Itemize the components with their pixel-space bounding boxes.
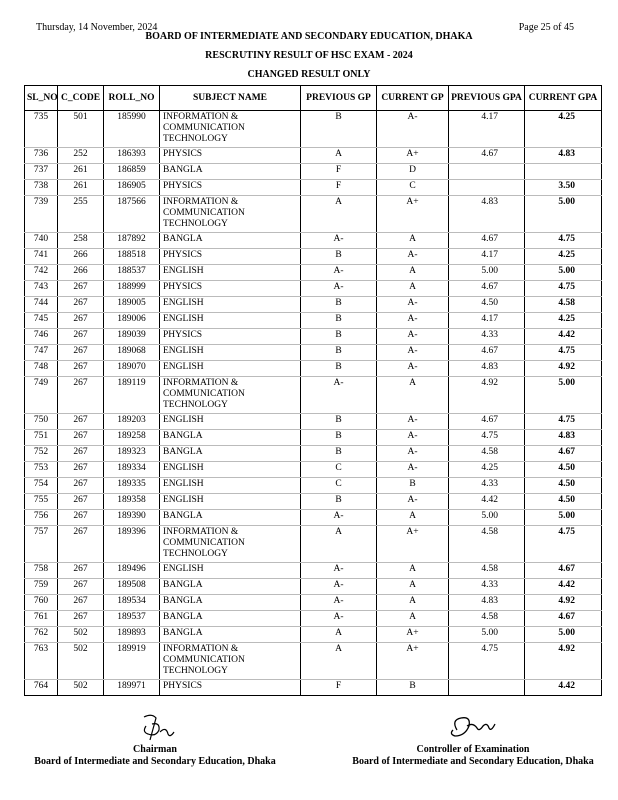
table-row [25,377,602,414]
table-row [25,494,602,510]
roll-no-cell: 189893 [104,627,160,643]
college-code-cell: 267 [58,345,104,361]
previous-gpa-cell: 4.17 [449,313,525,329]
previous-gp-cell: A [301,148,377,164]
current-gpa-cell: 4.92 [525,643,602,680]
table-row [25,111,602,148]
sl-no-cell: 736 [25,148,58,164]
current-gp-cell: B [377,680,449,696]
college-code-cell: 267 [58,361,104,377]
current-gp-cell: A- [377,430,449,446]
current-gp-cell: A- [377,345,449,361]
college-code-cell: 258 [58,233,104,249]
current-gp-cell: A+ [377,148,449,164]
table-row [25,680,602,696]
current-gpa-cell: 4.25 [525,249,602,265]
results-table-wrapper [24,85,601,696]
previous-gpa-cell: 4.58 [449,611,525,627]
college-code-cell: 266 [58,265,104,281]
roll-no-cell: 188999 [104,281,160,297]
roll-no-cell: 189919 [104,643,160,680]
roll-no-cell: 189396 [104,526,160,563]
column-header: C_CODE [58,86,104,111]
subject-name-cell: ENGLISH [160,313,301,329]
college-code-cell: 267 [58,526,104,563]
previous-gpa-cell: 4.67 [449,233,525,249]
previous-gpa-cell: 4.67 [449,414,525,430]
sl-no-cell: 735 [25,111,58,148]
roll-no-cell: 188518 [104,249,160,265]
current-gp-cell: A- [377,249,449,265]
subject-name-cell: INFORMATION & COMMUNICATION TECHNOLOGY [160,111,301,148]
previous-gp-cell: A [301,627,377,643]
college-code-cell: 266 [58,249,104,265]
sl-no-cell: 742 [25,265,58,281]
sl-no-cell: 750 [25,414,58,430]
column-header: PREVIOUS GP [301,86,377,111]
current-gpa-cell: 5.00 [525,510,602,526]
current-gp-cell: A [377,281,449,297]
table-row [25,265,602,281]
table-row [25,233,602,249]
table-row [25,148,602,164]
sl-no-cell: 759 [25,579,58,595]
previous-gp-cell: F [301,680,377,696]
subject-name-cell: PHYSICS [160,329,301,345]
current-gpa-cell: 4.67 [525,611,602,627]
roll-no-cell: 187892 [104,233,160,249]
sl-no-cell: 746 [25,329,58,345]
subject-name-cell: BANGLA [160,611,301,627]
board-title: BOARD OF INTERMEDIATE AND SECONDARY EDUCATION, DHAKA [145,31,473,42]
current-gpa-cell: 4.50 [525,494,602,510]
current-gpa-cell: 4.42 [525,329,602,345]
exam-subtitle: RESCRUTINY RESULT OF HSC EXAM - 2024 [205,50,413,61]
table-row [25,526,602,563]
current-gpa-cell: 4.75 [525,345,602,361]
current-gp-cell: A+ [377,196,449,233]
current-gpa-cell: 4.50 [525,478,602,494]
controller-title: Controller of Examination [416,744,530,755]
sl-no-cell: 758 [25,563,58,579]
subject-name-cell: BANGLA [160,233,301,249]
previous-gpa-cell: 4.83 [449,595,525,611]
previous-gp-cell: B [301,414,377,430]
previous-gp-cell: A- [301,265,377,281]
previous-gp-cell: B [301,329,377,345]
previous-gpa-cell: 4.92 [449,377,525,414]
previous-gpa-cell: 4.58 [449,526,525,563]
roll-no-cell: 189334 [104,462,160,478]
subject-name-cell: PHYSICS [160,148,301,164]
current-gpa-cell: 4.58 [525,297,602,313]
previous-gp-cell: B [301,313,377,329]
college-code-cell: 267 [58,611,104,627]
previous-gpa-cell: 5.00 [449,510,525,526]
previous-gpa-cell: 4.42 [449,494,525,510]
previous-gpa-cell [449,680,525,696]
college-code-cell: 267 [58,329,104,345]
current-gp-cell: A+ [377,643,449,680]
chairman-organization: Board of Intermediate and Secondary Education, Dhaka [34,756,276,767]
current-gpa-cell: 4.75 [525,526,602,563]
previous-gp-cell: A [301,643,377,680]
sl-no-cell: 747 [25,345,58,361]
subject-name-cell: INFORMATION & COMMUNICATION TECHNOLOGY [160,196,301,233]
current-gpa-cell: 3.50 [525,180,602,196]
roll-no-cell: 189005 [104,297,160,313]
column-header: SUBJECT NAME [160,86,301,111]
college-code-cell: 267 [58,462,104,478]
previous-gpa-cell: 4.33 [449,478,525,494]
table-row [25,563,602,579]
roll-no-cell: 185990 [104,111,160,148]
roll-no-cell: 188537 [104,265,160,281]
current-gp-cell: A [377,377,449,414]
sl-no-cell: 763 [25,643,58,680]
table-body [25,111,602,696]
current-gpa-cell: 4.92 [525,595,602,611]
current-gpa-cell: 4.75 [525,233,602,249]
page-number: Page 25 of 45 [518,22,574,33]
table-row [25,579,602,595]
table-row [25,361,602,377]
table-row [25,297,602,313]
sl-no-cell: 757 [25,526,58,563]
college-code-cell: 267 [58,595,104,611]
previous-gp-cell: A- [301,377,377,414]
sl-no-cell: 748 [25,361,58,377]
previous-gp-cell: B [301,430,377,446]
sl-no-cell: 743 [25,281,58,297]
current-gpa-cell: 5.00 [525,377,602,414]
table-row [25,180,602,196]
college-code-cell: 267 [58,281,104,297]
chairman-title: Chairman [133,744,177,755]
current-gp-cell: A [377,595,449,611]
current-gp-cell: A- [377,329,449,345]
sl-no-cell: 749 [25,377,58,414]
roll-no-cell: 189039 [104,329,160,345]
current-gp-cell: A- [377,313,449,329]
sl-no-cell: 751 [25,430,58,446]
roll-no-cell: 189323 [104,446,160,462]
sl-no-cell: 756 [25,510,58,526]
previous-gp-cell: F [301,164,377,180]
current-gp-cell: A+ [377,526,449,563]
previous-gp-cell: A- [301,611,377,627]
previous-gp-cell: B [301,111,377,148]
college-code-cell: 261 [58,180,104,196]
subject-name-cell: PHYSICS [160,281,301,297]
college-code-cell: 267 [58,414,104,430]
sl-no-cell: 739 [25,196,58,233]
previous-gp-cell: B [301,345,377,361]
previous-gpa-cell [449,180,525,196]
college-code-cell: 252 [58,148,104,164]
table-row [25,164,602,180]
roll-no-cell: 189068 [104,345,160,361]
roll-no-cell: 189070 [104,361,160,377]
table-row [25,446,602,462]
table-row [25,345,602,361]
previous-gp-cell: A- [301,510,377,526]
previous-gp-cell: B [301,249,377,265]
subject-name-cell: INFORMATION & COMMUNICATION TECHNOLOGY [160,377,301,414]
college-code-cell: 267 [58,579,104,595]
controller-signature-block [338,712,608,767]
previous-gp-cell: A- [301,233,377,249]
subject-name-cell: ENGLISH [160,345,301,361]
current-gpa-cell: 4.42 [525,579,602,595]
previous-gp-cell: A [301,526,377,563]
current-gp-cell: A- [377,462,449,478]
subject-name-cell: PHYSICS [160,180,301,196]
college-code-cell: 502 [58,627,104,643]
roll-no-cell: 189006 [104,313,160,329]
print-date: Thursday, 14 November, 2024 [36,22,158,33]
subject-name-cell: ENGLISH [160,265,301,281]
previous-gpa-cell: 4.33 [449,329,525,345]
college-code-cell: 267 [58,313,104,329]
roll-no-cell: 189335 [104,478,160,494]
sl-no-cell: 737 [25,164,58,180]
current-gpa-cell: 4.67 [525,563,602,579]
current-gp-cell: A+ [377,627,449,643]
current-gp-cell: A- [377,494,449,510]
results-table [24,85,602,696]
previous-gpa-cell: 4.75 [449,430,525,446]
current-gp-cell: A [377,265,449,281]
previous-gpa-cell: 4.67 [449,281,525,297]
table-row [25,510,602,526]
subject-name-cell: PHYSICS [160,680,301,696]
controller-organization: Board of Intermediate and Secondary Education, Dhaka [352,756,594,767]
roll-no-cell: 189358 [104,494,160,510]
previous-gp-cell: B [301,297,377,313]
sl-no-cell: 740 [25,233,58,249]
subject-name-cell: ENGLISH [160,361,301,377]
subject-name-cell: BANGLA [160,510,301,526]
current-gpa-cell: 5.00 [525,196,602,233]
current-gpa-cell [525,164,602,180]
previous-gp-cell: A- [301,563,377,579]
roll-no-cell: 189534 [104,595,160,611]
college-code-cell: 502 [58,643,104,680]
previous-gpa-cell: 4.58 [449,563,525,579]
current-gp-cell: A [377,611,449,627]
subject-name-cell: BANGLA [160,627,301,643]
table-row [25,329,602,345]
sl-no-cell: 755 [25,494,58,510]
previous-gpa-cell: 4.75 [449,643,525,680]
table-row [25,430,602,446]
previous-gpa-cell: 5.00 [449,265,525,281]
current-gp-cell: A- [377,446,449,462]
roll-no-cell: 189258 [104,430,160,446]
current-gp-cell: A- [377,361,449,377]
sl-no-cell: 744 [25,297,58,313]
subject-name-cell: BANGLA [160,595,301,611]
current-gp-cell: D [377,164,449,180]
previous-gp-cell: A- [301,579,377,595]
current-gpa-cell: 4.25 [525,313,602,329]
college-code-cell: 267 [58,478,104,494]
table-row [25,196,602,233]
current-gp-cell: A- [377,414,449,430]
subject-name-cell: ENGLISH [160,494,301,510]
chairman-signature-image [130,712,180,742]
column-header: SL_NO [25,86,58,111]
column-header: CURRENT GPA [525,86,602,111]
table-row [25,414,602,430]
table-row [25,611,602,627]
previous-gp-cell: F [301,180,377,196]
column-header: ROLL_NO [104,86,160,111]
table-row [25,595,602,611]
previous-gpa-cell [449,164,525,180]
current-gp-cell: A [377,563,449,579]
sl-no-cell: 753 [25,462,58,478]
roll-no-cell: 189537 [104,611,160,627]
roll-no-cell: 189390 [104,510,160,526]
college-code-cell: 267 [58,430,104,446]
previous-gp-cell: C [301,462,377,478]
current-gpa-cell: 4.83 [525,430,602,446]
previous-gpa-cell: 4.33 [449,579,525,595]
current-gpa-cell: 4.25 [525,111,602,148]
college-code-cell: 267 [58,297,104,313]
subject-name-cell: ENGLISH [160,563,301,579]
sl-no-cell: 745 [25,313,58,329]
current-gpa-cell: 4.75 [525,414,602,430]
table-header-row [25,86,602,111]
college-code-cell: 261 [58,164,104,180]
roll-no-cell: 189508 [104,579,160,595]
current-gpa-cell: 5.00 [525,265,602,281]
column-header: PREVIOUS GPA [449,86,525,111]
previous-gpa-cell: 5.00 [449,627,525,643]
college-code-cell: 267 [58,563,104,579]
subject-name-cell: INFORMATION & COMMUNICATION TECHNOLOGY [160,526,301,563]
previous-gp-cell: A [301,196,377,233]
previous-gpa-cell: 4.17 [449,111,525,148]
current-gp-cell: A [377,579,449,595]
roll-no-cell: 186905 [104,180,160,196]
previous-gpa-cell: 4.50 [449,297,525,313]
college-code-cell: 255 [58,196,104,233]
sl-no-cell: 754 [25,478,58,494]
previous-gpa-cell: 4.67 [449,345,525,361]
roll-no-cell: 189203 [104,414,160,430]
previous-gp-cell: B [301,494,377,510]
table-row [25,643,602,680]
sl-no-cell: 760 [25,595,58,611]
current-gpa-cell: 4.83 [525,148,602,164]
college-code-cell: 267 [58,494,104,510]
roll-no-cell: 187566 [104,196,160,233]
previous-gp-cell: A- [301,281,377,297]
table-row [25,462,602,478]
subject-name-cell: BANGLA [160,446,301,462]
college-code-cell: 267 [58,446,104,462]
current-gp-cell: B [377,478,449,494]
current-gpa-cell: 4.92 [525,361,602,377]
column-header: CURRENT GP [377,86,449,111]
table-row [25,281,602,297]
roll-no-cell: 189971 [104,680,160,696]
previous-gp-cell: C [301,478,377,494]
subject-name-cell: ENGLISH [160,478,301,494]
section-title: CHANGED RESULT ONLY [247,69,371,80]
previous-gp-cell: B [301,446,377,462]
subject-name-cell: BANGLA [160,579,301,595]
previous-gpa-cell: 4.83 [449,361,525,377]
current-gpa-cell: 4.67 [525,446,602,462]
sl-no-cell: 762 [25,627,58,643]
college-code-cell: 267 [58,510,104,526]
current-gpa-cell: 4.50 [525,462,602,478]
current-gpa-cell: 4.42 [525,680,602,696]
college-code-cell: 502 [58,680,104,696]
previous-gpa-cell: 4.67 [449,148,525,164]
controller-signature-image [443,712,503,742]
roll-no-cell: 186393 [104,148,160,164]
college-code-cell: 267 [58,377,104,414]
sl-no-cell: 738 [25,180,58,196]
previous-gpa-cell: 4.25 [449,462,525,478]
table-row [25,478,602,494]
previous-gp-cell: B [301,361,377,377]
current-gpa-cell: 4.75 [525,281,602,297]
current-gpa-cell: 5.00 [525,627,602,643]
previous-gpa-cell: 4.17 [449,249,525,265]
subject-name-cell: PHYSICS [160,249,301,265]
previous-gpa-cell: 4.58 [449,446,525,462]
subject-name-cell: BANGLA [160,430,301,446]
roll-no-cell: 189496 [104,563,160,579]
sl-no-cell: 761 [25,611,58,627]
table-row [25,627,602,643]
table-row [25,313,602,329]
current-gp-cell: A- [377,111,449,148]
roll-no-cell: 186859 [104,164,160,180]
current-gp-cell: A [377,233,449,249]
subject-name-cell: INFORMATION & COMMUNICATION TECHNOLOGY [160,643,301,680]
college-code-cell: 501 [58,111,104,148]
previous-gpa-cell: 4.83 [449,196,525,233]
current-gp-cell: A [377,510,449,526]
table-row [25,249,602,265]
subject-name-cell: ENGLISH [160,414,301,430]
subject-name-cell: BANGLA [160,164,301,180]
previous-gp-cell: A- [301,595,377,611]
current-gp-cell: C [377,180,449,196]
sl-no-cell: 752 [25,446,58,462]
sl-no-cell: 741 [25,249,58,265]
current-gp-cell: A- [377,297,449,313]
sl-no-cell: 764 [25,680,58,696]
subject-name-cell: ENGLISH [160,462,301,478]
roll-no-cell: 189119 [104,377,160,414]
subject-name-cell: ENGLISH [160,297,301,313]
chairman-signature-block [20,712,290,767]
